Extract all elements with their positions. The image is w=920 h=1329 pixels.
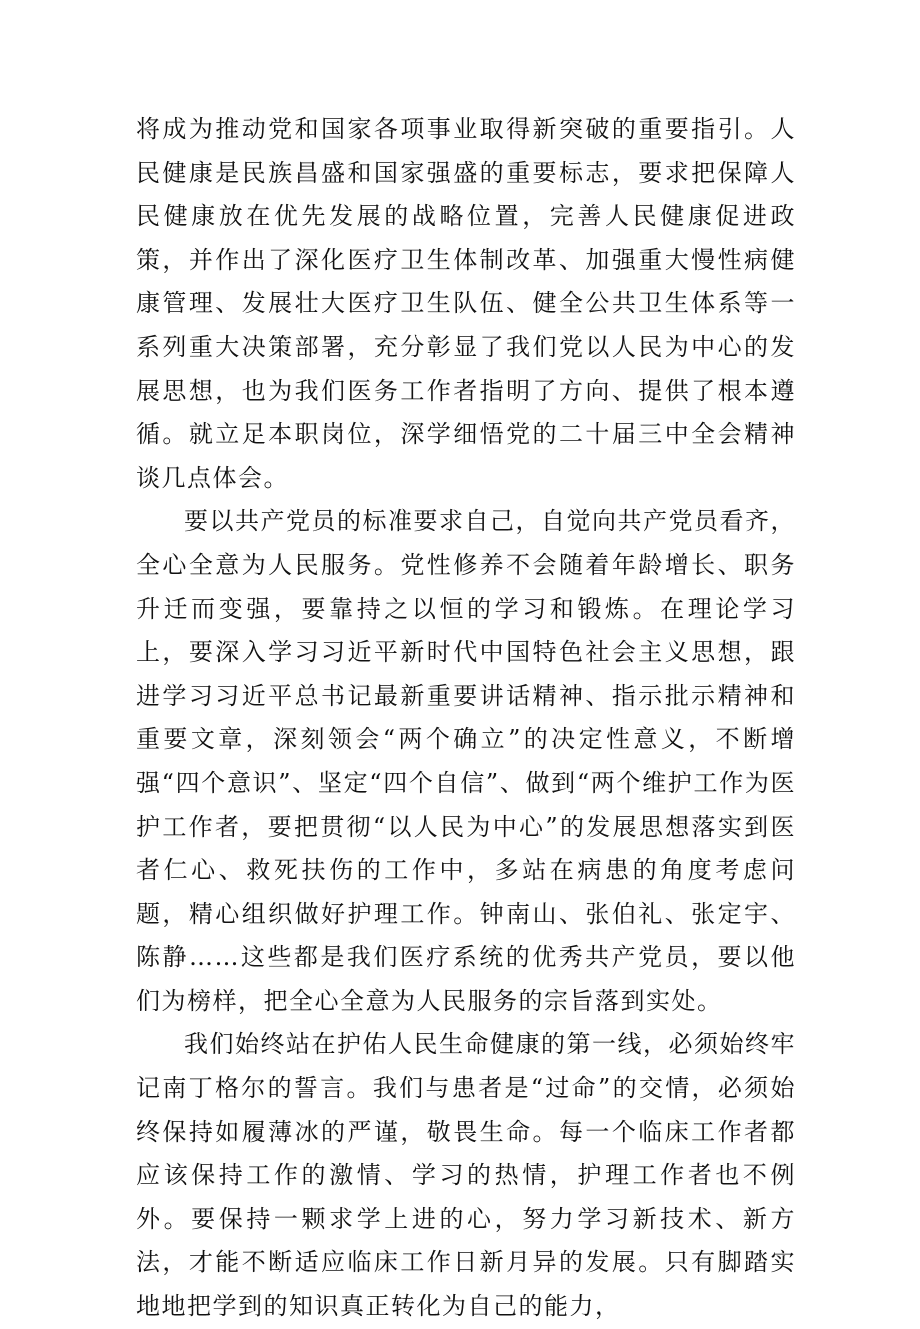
paragraph: 我们始终站在护佑人民生命健康的第一线，必须始终牢记南丁格尔的誓言。我们与患者是“过命”的交情，必须始终保持如履薄冰的严谨，敬畏生命。每一个临床工作者都应该保持工作的激情、学习的热情，护理工作者也不例外。要保持一颗求学上进的心，努力学习新技术、新方法，才能不断适应临床工作日新月异的发展。只有脚踏实地地把学到的知识真正转化为自己的能力， [136, 1030, 796, 1321]
paragraph: 要以共产党员的标准要求自己，自觉向共产党员看齐，全心全意为人民服务。党性修养不会随着年龄增长、职务升迁而变强，要靠持之以恒的学习和锻炼。在理论学习上，要深入学习习近平新时代中国特色社会主义思想，跟进学习习近平总书记最新重要讲话精神、指示批示精神和重要文章，深刻领会“两个确立”的决定性意义，不断增强“四个意识”、坚定“四个自信”、做到“两个维护工作为医护工作者，要把贯彻“以人民为中心”的发展思想落实到医者仁心、救死扶伤的工作中，多站在病患的角度考虑问题，精心组织做好护理工作。钟南山、张伯礼、张定宇、陈静……这些都是我们医疗系统的优秀共产党员，要以他们为榜样，把全心全意为人民服务的宗旨落到实处。 [136, 507, 796, 1015]
paragraph-continued: 将成为推动党和国家各项事业取得新突破的重要指引。人民健康是民族昌盛和国家强盛的重要标志，要求把保障人民健康放在优先发展的战略位置，完善人民健康促进政策，并作出了深化医疗卫生体制改革、加强重大慢性病健康管理、发展壮大医疗卫生队伍、健全公共卫生体系等一系列重大决策部署，充分彰显了我们党以人民为中心的发展思想，也为我们医务工作者指明了方向、提供了根本遵循。就立足本职岗位，深学细悟党的二十届三中全会精神谈几点体会。 [136, 115, 796, 492]
document-body [136, 108, 796, 1329]
